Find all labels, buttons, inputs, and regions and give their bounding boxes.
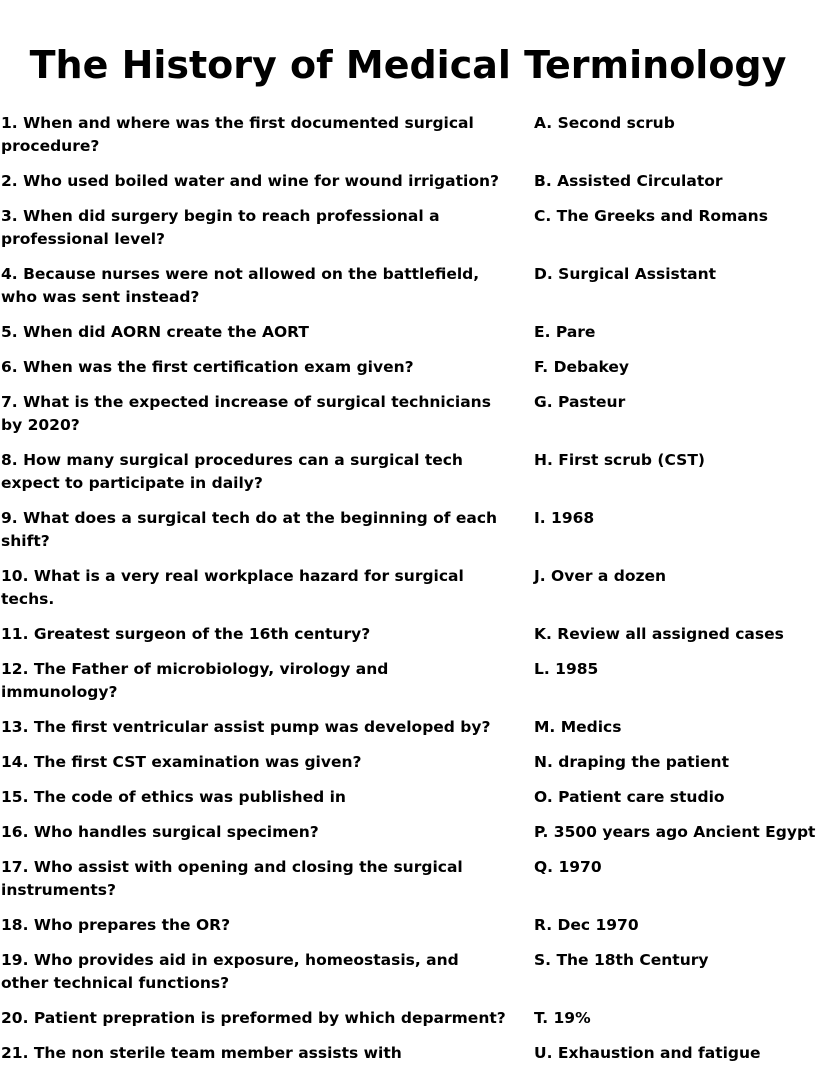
list-item bbox=[0, 623, 816, 646]
question-text: 6. When was the first certification exam given? bbox=[1, 358, 414, 376]
answer-text: A. Second scrub bbox=[534, 114, 675, 132]
question-text: 3. When did surgery begin to reach professional a professional level? bbox=[1, 207, 440, 248]
answer-text: R. Dec 1970 bbox=[534, 916, 639, 934]
question-text: 12. The Father of microbiology, virology and immunology? bbox=[1, 660, 389, 701]
list-item bbox=[0, 391, 816, 437]
question-text: 16. Who handles surgical specimen? bbox=[1, 823, 319, 841]
list-item bbox=[0, 321, 816, 344]
answer-text: B. Assisted Circulator bbox=[534, 172, 723, 190]
question-text: 9. What does a surgical tech do at the beginning of each shift? bbox=[1, 509, 498, 550]
list-item bbox=[0, 565, 816, 611]
question-text: 8. How many surgical procedures can a surgical tech expect to participate in daily? bbox=[1, 451, 463, 492]
list-item bbox=[0, 914, 816, 937]
question-text: 5. When did AORN create the AORT bbox=[1, 323, 309, 341]
answer-text: J. Over a dozen bbox=[534, 567, 667, 585]
list-item bbox=[0, 507, 816, 553]
question-answer-list bbox=[0, 112, 816, 1077]
answer-text: Q. 1970 bbox=[534, 858, 602, 876]
question-text: 1. When and where was the first documented surgical procedure? bbox=[1, 114, 474, 155]
list-item bbox=[0, 821, 816, 844]
page-title: The History of Medical Terminology bbox=[29, 43, 787, 87]
answer-text: H. First scrub (CST) bbox=[534, 451, 705, 469]
question-text: 20. Patient prepration is preformed by which deparment? bbox=[1, 1009, 506, 1027]
list-item bbox=[0, 449, 816, 495]
question-text: 10. What is a very real workplace hazard for surgical techs. bbox=[1, 567, 464, 608]
list-item bbox=[0, 170, 816, 193]
list-item bbox=[0, 112, 816, 158]
list-item bbox=[0, 205, 816, 251]
question-text: 4. Because nurses were not allowed on the battlefield, who was sent instead? bbox=[1, 265, 480, 306]
answer-text: M. Medics bbox=[534, 718, 622, 736]
list-item bbox=[0, 751, 816, 774]
answer-text: I. 1968 bbox=[534, 509, 595, 527]
list-item bbox=[0, 356, 816, 379]
question-text: 13. The first ventricular assist pump was developed by? bbox=[1, 718, 491, 736]
answer-text: P. 3500 years ago Ancient Egypt bbox=[534, 823, 816, 841]
answer-text: K. Review all assigned cases bbox=[534, 625, 784, 643]
question-text: 14. The first CST examination was given? bbox=[1, 753, 362, 771]
list-item bbox=[0, 1007, 816, 1030]
list-item bbox=[0, 949, 816, 995]
question-text: 15. The code of ethics was published in bbox=[1, 788, 346, 806]
question-text: 2. Who used boiled water and wine for wound irrigation? bbox=[1, 172, 500, 190]
list-item bbox=[0, 716, 816, 739]
answer-text: E. Pare bbox=[534, 323, 596, 341]
question-text: 17. Who assist with opening and closing the surgical instruments? bbox=[1, 858, 463, 899]
question-text: 18. Who prepares the OR? bbox=[1, 916, 231, 934]
answer-text: T. 19% bbox=[534, 1009, 591, 1027]
answer-text: L. 1985 bbox=[534, 660, 599, 678]
question-text: 11. Greatest surgeon of the 16th century? bbox=[1, 625, 371, 643]
answer-text: N. draping the patient bbox=[534, 753, 729, 771]
answer-text: F. Debakey bbox=[534, 358, 630, 376]
question-text: 7. What is the expected increase of surgical technicians by 2020? bbox=[1, 393, 491, 434]
list-item bbox=[0, 786, 816, 809]
answer-text: S. The 18th Century bbox=[534, 951, 709, 969]
list-item bbox=[0, 658, 816, 704]
answer-text: U. Exhaustion and fatigue bbox=[534, 1044, 761, 1062]
list-item bbox=[0, 856, 816, 902]
answer-text: C. The Greeks and Romans bbox=[534, 207, 768, 225]
question-text: 19. Who provides aid in exposure, homeostasis, and other technical functions? bbox=[1, 951, 459, 992]
list-item bbox=[0, 263, 816, 309]
answer-text: O. Patient care studio bbox=[534, 788, 725, 806]
question-text: 21. The non sterile team member assists with bbox=[1, 1044, 402, 1062]
list-item bbox=[0, 1042, 816, 1065]
answer-text: D. Surgical Assistant bbox=[534, 265, 717, 283]
answer-text: G. Pasteur bbox=[534, 393, 626, 411]
